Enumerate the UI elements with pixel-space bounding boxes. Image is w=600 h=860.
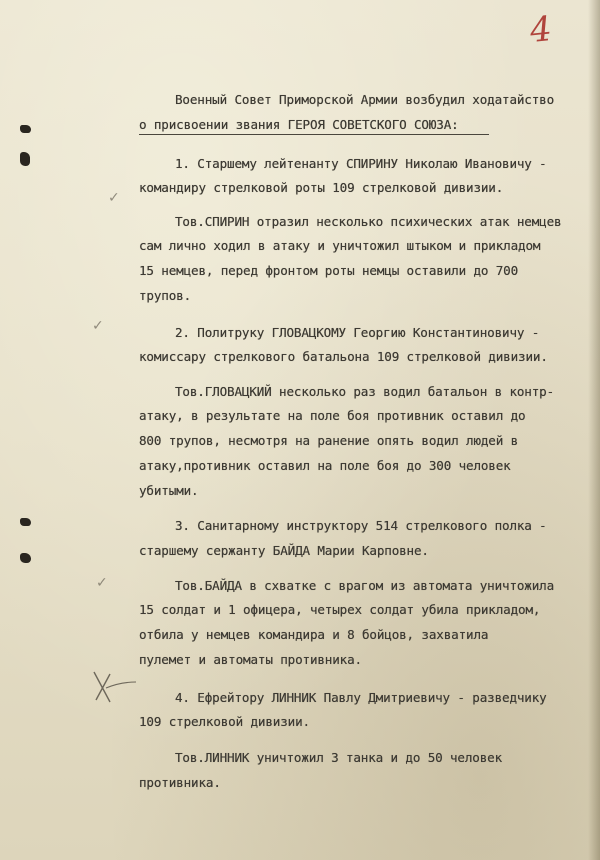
description-line: атаку, в результате на поле боя противник оставил до [139,408,526,423]
description-line: 15 немцев, перед фронтом роты немцы оставили до 700 [139,263,519,278]
page-edge-shadow [588,0,600,860]
pencil-check-mark: ✓ [108,190,120,206]
description-line: противника. [139,775,221,790]
description-line: Тов.СПИРИН отразил несколько психических атак немцев [175,214,562,229]
description-line: трупов. [139,288,192,303]
intro-underline [139,134,489,135]
description-line: пулемет и автоматы противника. [139,652,362,667]
nomination-line: 109 стрелковой дивизии. [139,714,310,729]
description-line: Тов.БАЙДА в схватке с врагом из автомата уничтожила [175,578,555,593]
nomination-line: комиссару стрелкового батальона 109 стрелковой дивизии. [139,349,548,364]
binding-hole-mark [20,553,31,563]
description-line: убитыми. [139,483,199,498]
description-line: сам лично ходил в атаку и уничтожил штыком и прикладом [139,238,541,253]
description-line: атаку,противник оставил на поле боя до 300 человек [139,458,511,473]
description-line: Тов.ЛИННИК уничтожил 3 танка и до 50 человек [175,750,503,765]
nomination-line: 1. Старшему лейтенанту СПИРИНУ Николаю Ивановичу - [175,156,547,171]
description-line: 15 солдат и 1 офицера, четырех солдат убила прикладом, [139,602,541,617]
pencil-check-mark: ✓ [96,575,108,591]
page-number-handwritten: 4 [527,8,554,52]
description-line: отбила у немцев командира и 8 бойцов, захватила [139,627,489,642]
nomination-line: 2. Политруку ГЛОВАЦКОМУ Георгию Константиновичу - [175,325,540,340]
nomination-line: старшему сержанту БАЙДА Марии Карповне. [139,543,429,558]
description-line: 800 трупов, несмотря на ранение опять водил людей в [139,433,519,448]
binding-hole-mark [20,125,31,133]
pencil-x-mark [88,668,138,708]
binding-hole-mark [20,518,31,526]
nomination-line: 4. Ефрейтору ЛИННИК Павлу Дмитриевичу - разведчику [175,690,547,705]
intro-line: о присвоении звания ГЕРОЯ СОВЕТСКОГО СОЮЗА: [139,117,459,132]
pencil-check-mark: ✓ [92,318,104,334]
binding-hole-mark [20,152,30,166]
intro-line: Военный Совет Приморской Армии возбудил ходатайство [175,92,555,107]
nomination-line: 3. Санитарному инструктору 514 стрелкового полка - [175,518,547,533]
description-line: Тов.ГЛОВАЦКИЙ несколько раз водил батальон в контр- [175,384,555,399]
nomination-line: командиру стрелковой роты 109 стрелковой дивизии. [139,180,504,195]
